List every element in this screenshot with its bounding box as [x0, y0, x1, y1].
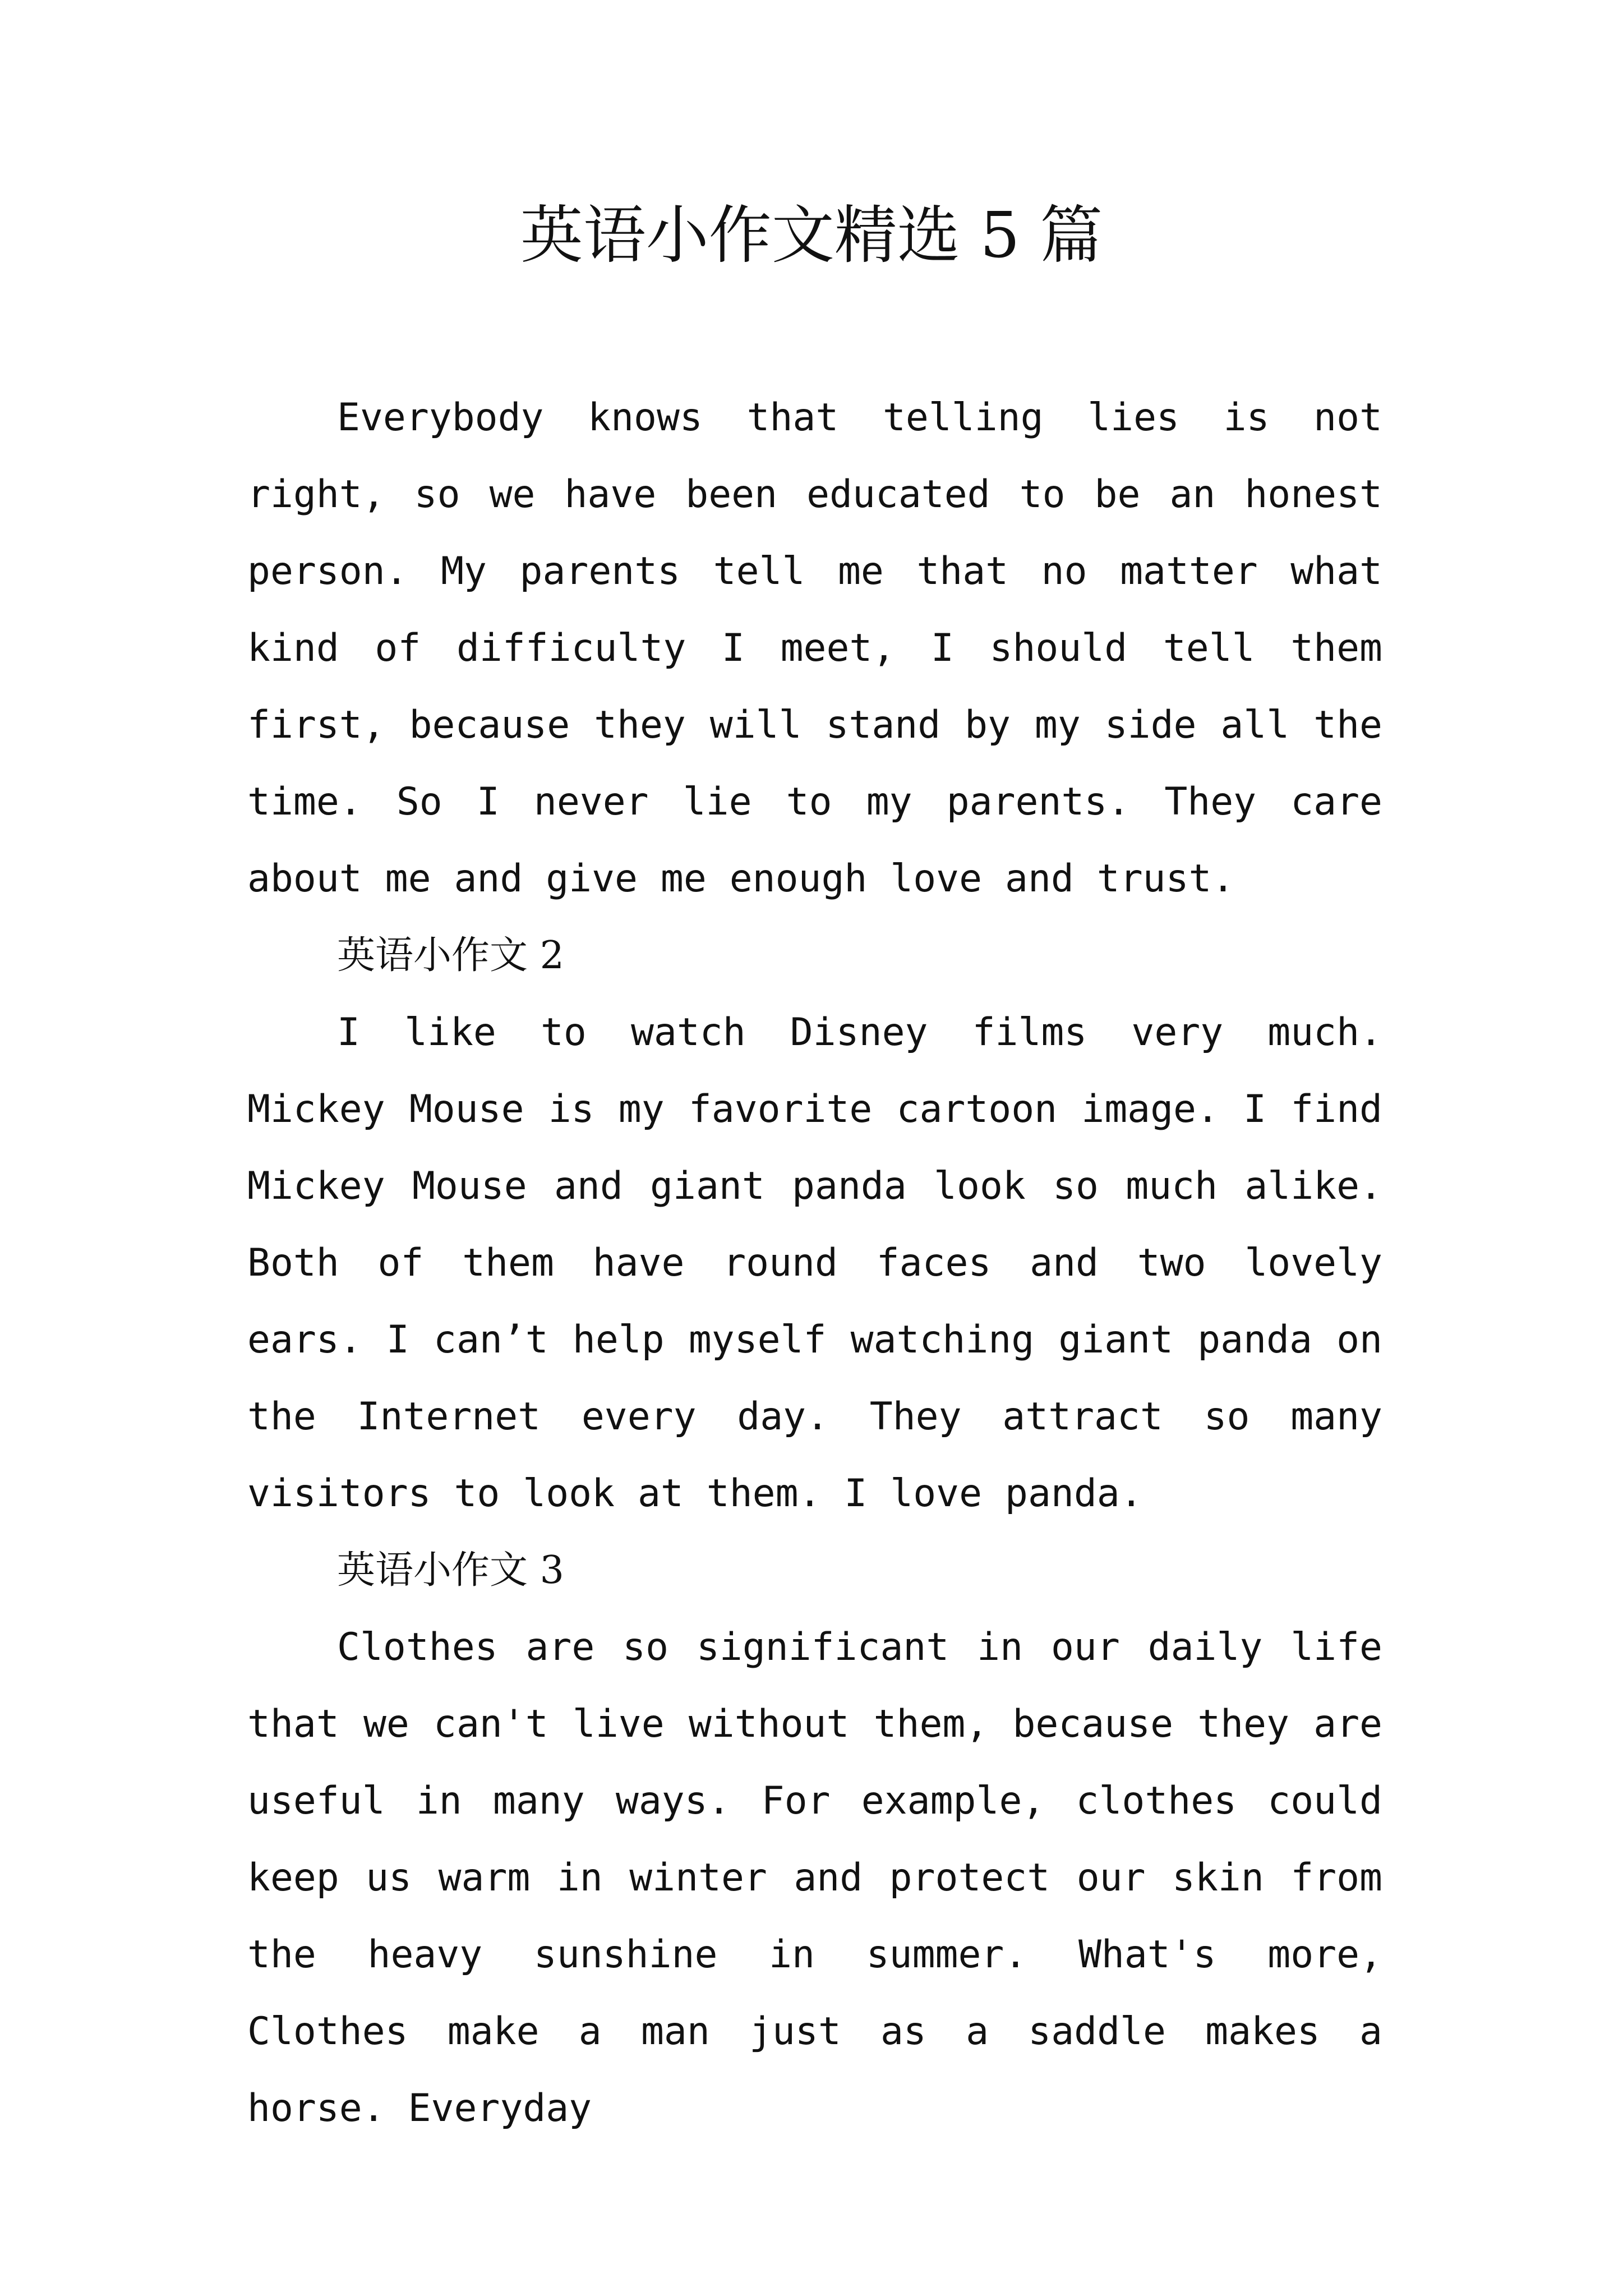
essay-3-paragraph: Clothes are so significant in our daily life that we can't live without them, because they are useful in many ways. For example, clothes could keep us warm in winter and protect our skin from the heavy sunshine in summer. What's more, Clothes make a man just as a saddle makes a horse. Everyday — [247, 1625, 1382, 2131]
essay-1-paragraph: Everybody knows that telling lies is not right, so we have been educated to be an honest person. My parents tell me that no matter what kind of difficulty I meet, I should tell them first, because they will stand by my side all the time. So I never lie to my parents. They care about me and give me enough love and trust. — [247, 395, 1382, 901]
document-body — [247, 379, 1382, 2147]
essay-2-heading: 英语小作文 2 — [337, 933, 564, 978]
essay-2-paragraph: I like to watch Disney films very much. Mickey Mouse is my favorite cartoon image. I find Mickey Mouse and giant panda look so much alike. Both of them have round faces and two lovely ears. I can’t help myself watching giant panda on the Internet every day. They attract so many visitors to look at them. I love panda. — [247, 1010, 1382, 1516]
document-title: 英语小作文精选 5 篇 — [520, 199, 1103, 272]
essay-3-heading: 英语小作文 3 — [337, 1548, 564, 1593]
